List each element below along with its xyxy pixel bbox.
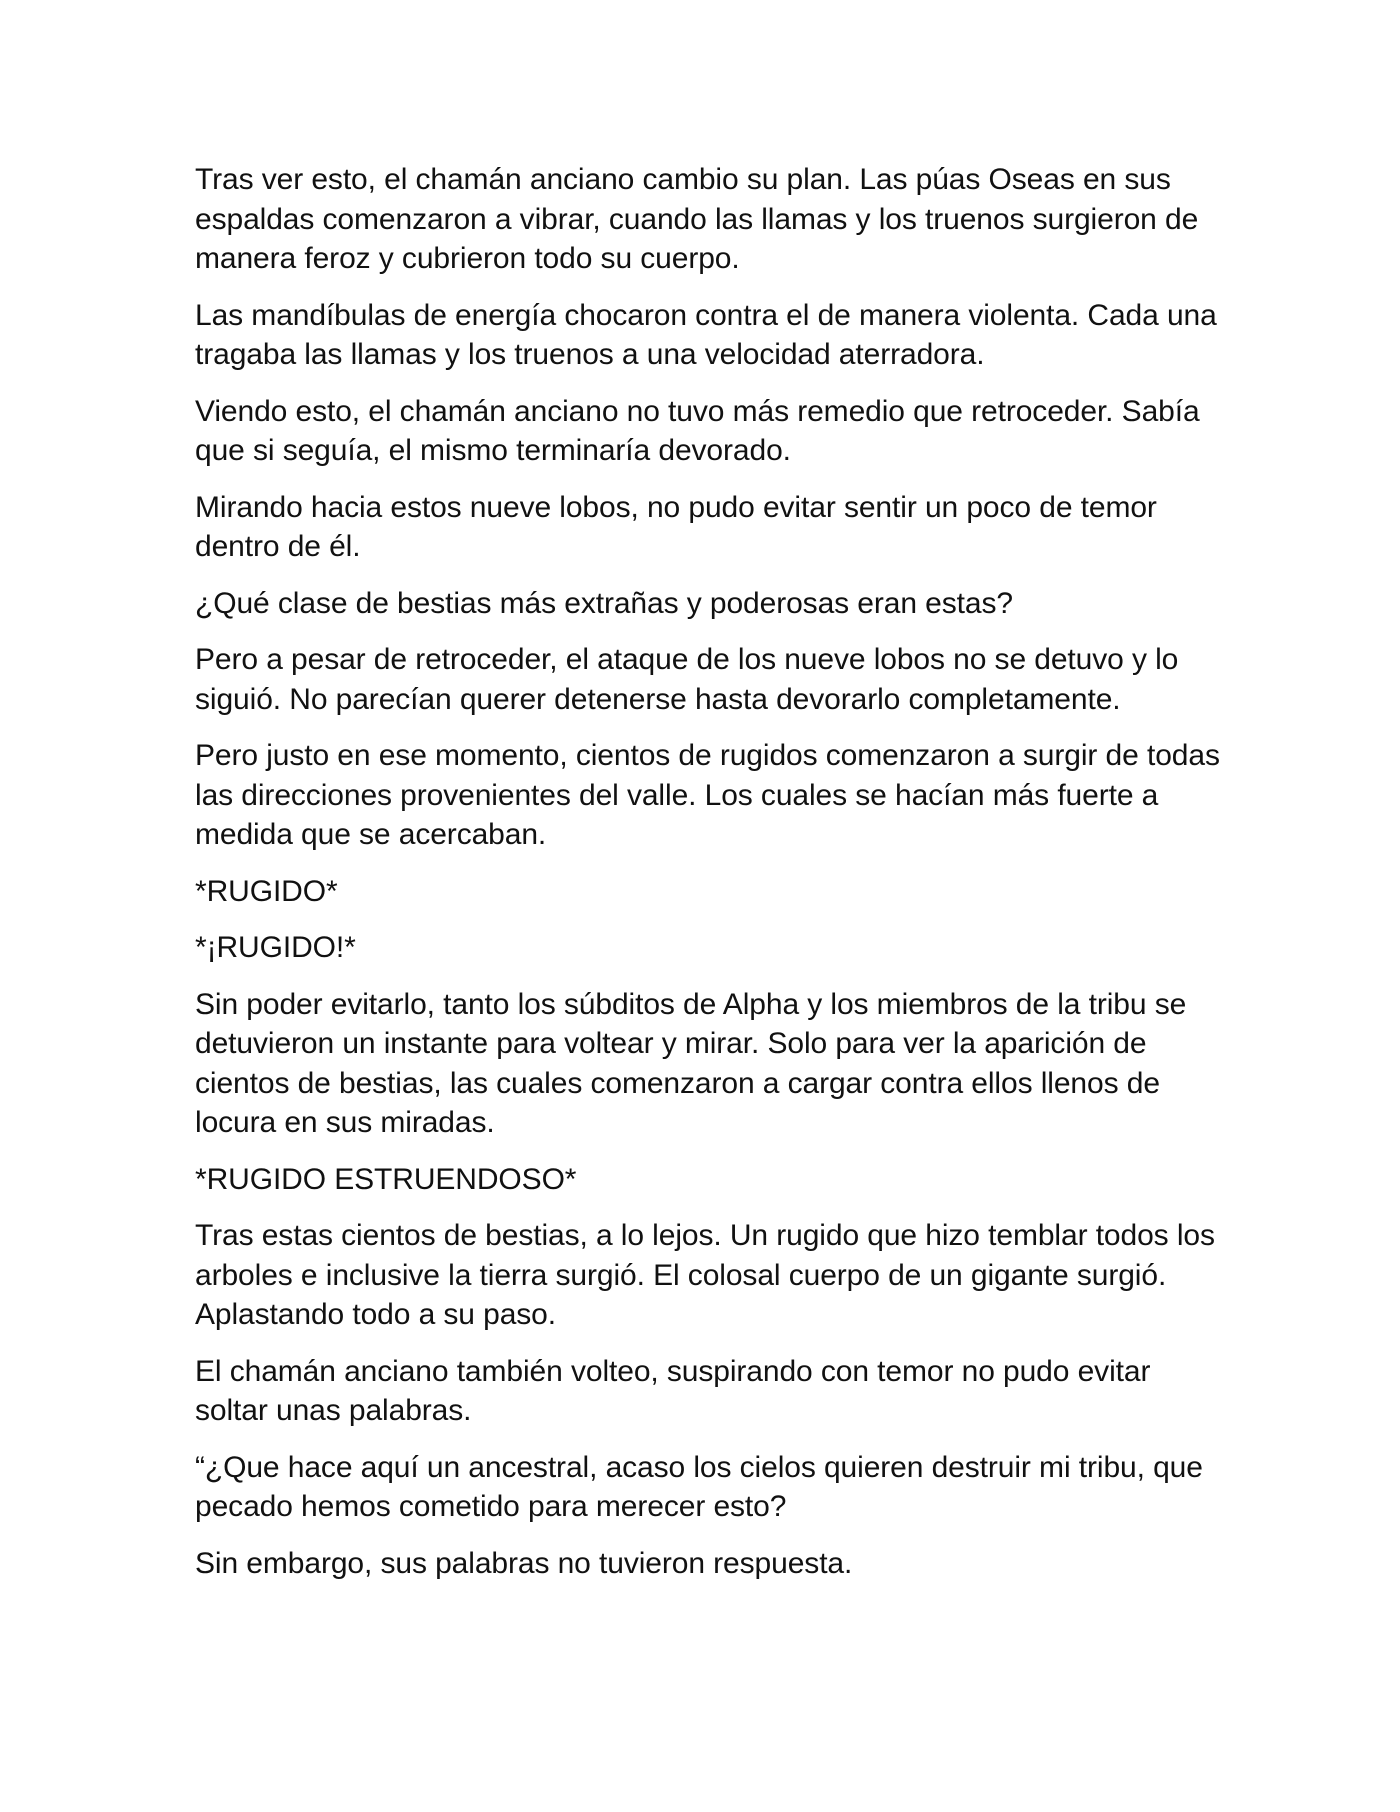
paragraph-11: *RUGIDO ESTRUENDOSO* xyxy=(195,1162,577,1196)
paragraph-4: Mirando hacia estos nueve lobos, no pudo evitar sentir un poco de temor dentro de él. xyxy=(195,490,1157,563)
paragraph-6: Pero a pesar de retroceder, el ataque de los nueve lobos no se detuvo y lo siguió. No parecían querer detenerse hasta devorarlo completamente. xyxy=(195,643,1179,716)
paragraph-14: “¿Que hace aquí un ancestral, acaso los cielos quieren destruir mi tribu, que pecado hemos cometido para merecer esto? xyxy=(195,1450,1203,1523)
paragraph-1: Tras ver esto, el chamán anciano cambio su plan. Las púas Oseas en sus espaldas comenzaron a vibrar, cuando las llamas y los truenos surgieron de manera feroz y cubrieron todo su cuerpo. xyxy=(195,163,1199,275)
paragraph-3: Viendo esto, el chamán anciano no tuvo más remedio que retroceder. Sabía que si seguía, el mismo terminaría devorado. xyxy=(195,394,1200,467)
paragraph-5: ¿Qué clase de bestias más extrañas y poderosas eran estas? xyxy=(195,586,1013,620)
paragraph-10: Sin poder evitarlo, tanto los súbditos de Alpha y los miembros de la tribu se detuvieron un instante para voltear y mirar. Solo para ver la aparición de cientos de bestias, las cuales comenzaron a cargar contra ellos llenos de locura en sus miradas. xyxy=(195,987,1187,1139)
paragraph-15: Sin embargo, sus palabras no tuvieron respuesta. xyxy=(195,1546,853,1580)
paragraph-9: *¡RUGIDO!* xyxy=(195,931,356,964)
document-page xyxy=(195,160,1225,1600)
paragraph-2: Las mandíbulas de energía chocaron contra el de manera violenta. Cada una tragaba las llamas y los truenos a una velocidad aterradora. xyxy=(195,298,1217,371)
paragraph-7: Pero justo en ese momento, cientos de rugidos comenzaron a surgir de todas las direcciones provenientes del valle. Los cuales se hacían más fuerte a medida que se acercaban. xyxy=(195,739,1220,851)
paragraph-12: Tras estas cientos de bestias, a lo lejos. Un rugido que hizo temblar todos los arboles e inclusive la tierra surgió. El colosal cuerpo de un gigante surgió. Aplastando todo a su paso. xyxy=(195,1219,1215,1331)
paragraph-8: *RUGIDO* xyxy=(195,874,338,908)
paragraph-13: El chamán anciano también volteo, suspirando con temor no pudo evitar soltar unas palabras. xyxy=(195,1354,1151,1427)
